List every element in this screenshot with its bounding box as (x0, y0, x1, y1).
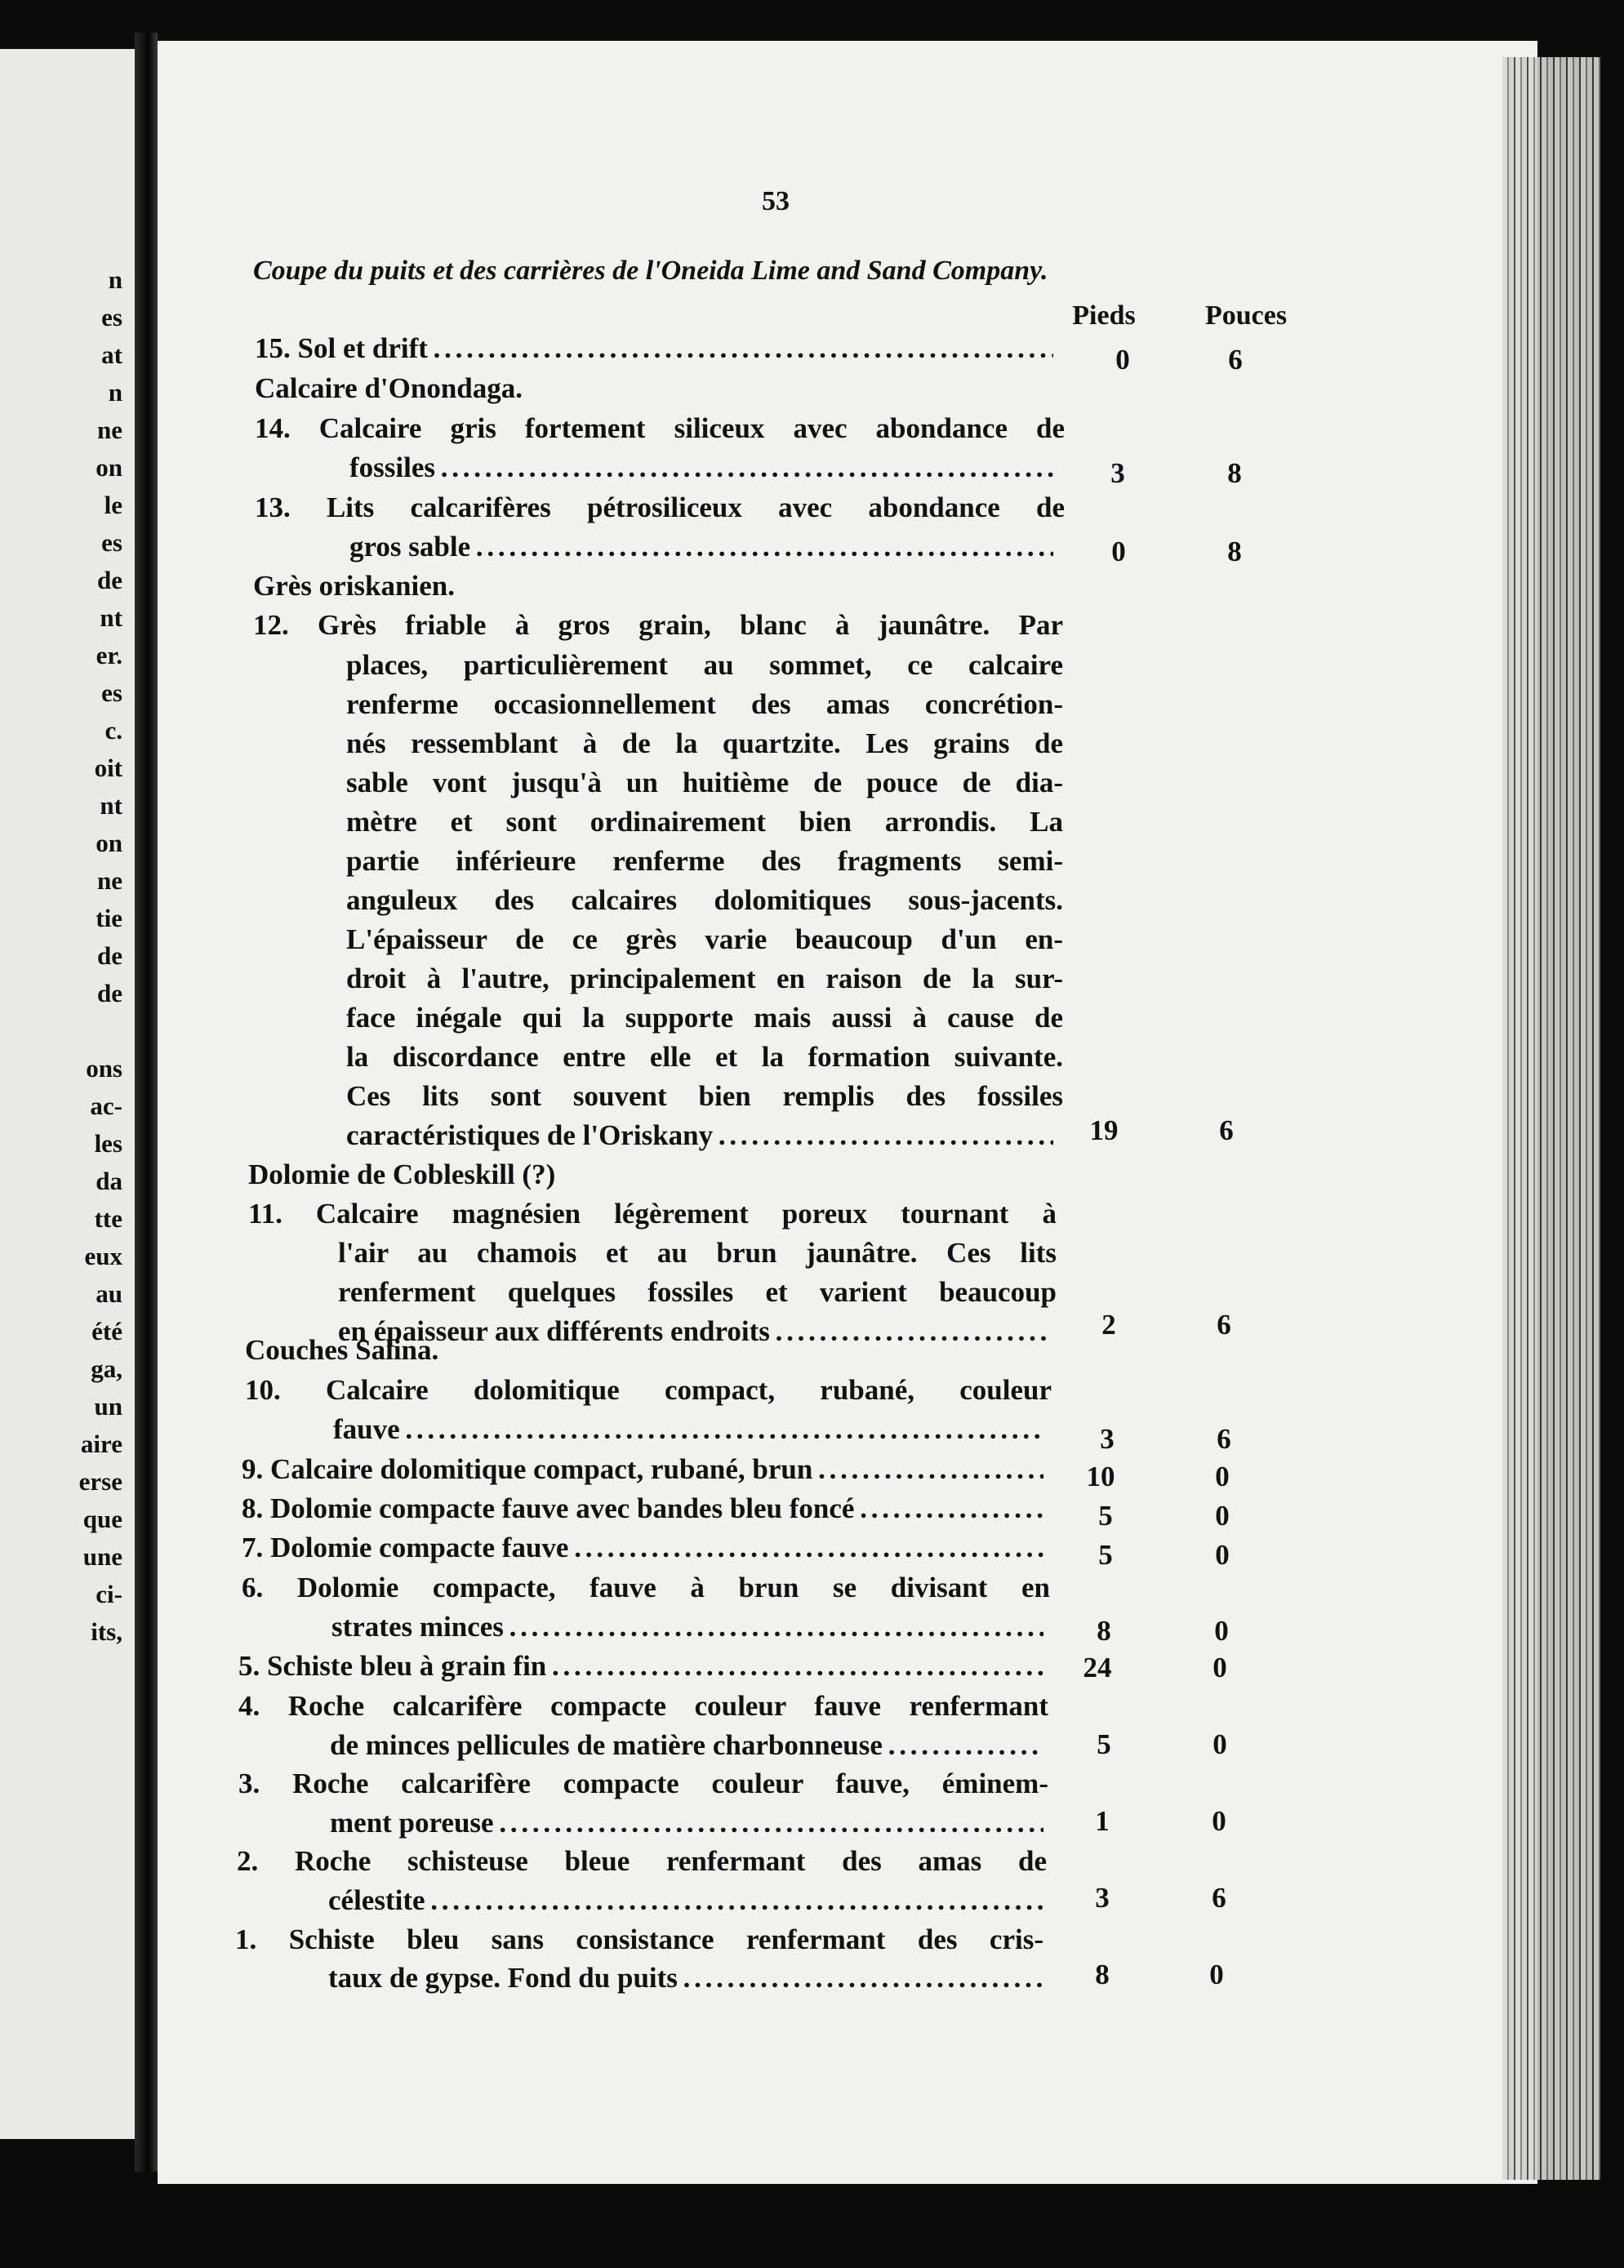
left-page-fragment: ci- (96, 1580, 122, 1608)
value-pieds: 19 (1089, 1114, 1119, 1146)
entry-line: 10. Calcaire dolomitique compact, rubané, couleur (245, 1374, 1052, 1406)
value-pouces: 0 (1212, 1805, 1226, 1837)
entry-line: mètre et sont ordinairement bien arrondis. La (346, 806, 1063, 838)
entry-line: 9. Calcaire dolomitique compact, rubané, brun . . . (242, 1451, 1043, 1488)
formation-heading: Couches Salina. (245, 1334, 439, 1366)
value-pouces: 6 (1217, 1423, 1231, 1455)
value-pouces: 0 (1212, 1652, 1227, 1683)
value-pieds: 10 (1086, 1461, 1115, 1492)
left-page-fragment: at (101, 340, 122, 369)
left-page-fragment: tte (94, 1204, 122, 1233)
left-page-fragment: de (97, 566, 122, 594)
left-page-fragment: au (96, 1279, 122, 1308)
left-page-fragment: été (91, 1317, 122, 1345)
entry-line: nés ressemblant à de la quartzite. Les grains de (346, 727, 1063, 759)
entry-line: 11. Calcaire magnésien légèrement poreux tournant à (248, 1198, 1057, 1230)
left-page-fragment: ga, (91, 1354, 122, 1383)
value-pouces: 0 (1215, 1539, 1230, 1571)
value-pieds: 2 (1101, 1309, 1116, 1341)
left-page-fragment: nt (100, 791, 122, 820)
entry-line: en épaisseur aux différents endroits . . . (338, 1313, 1047, 1350)
value-pouces: 0 (1214, 1615, 1229, 1647)
left-page-fragment: es (101, 528, 122, 557)
left-page-fragment: on (96, 453, 122, 482)
page-edges (1502, 57, 1600, 2180)
section-title: Coupe du puits et des carrières de l'Oneida Lime and Sand Company. (253, 256, 1048, 286)
entry-line: fauve . . . (333, 1411, 1043, 1448)
column-header-pieds: Pieds (1072, 300, 1136, 331)
left-page-fragment (0, 1012, 122, 1050)
entry-line: célestite . . . (328, 1882, 1043, 1919)
entry-line: de minces pellicules de matière charbonneuse . . . (330, 1727, 1043, 1764)
entry-line: 7. Dolomie compacte fauve . . . (242, 1529, 1043, 1567)
entry-line: sable vont jusqu'à un huitième de pouce de dia- (346, 767, 1063, 798)
book-gutter (135, 33, 158, 2172)
entry-line: 1. Schiste bleu sans consistance renfermant des cris- (235, 1923, 1043, 1955)
value-pouces: 6 (1219, 1114, 1234, 1146)
left-page-fragment: ne (97, 416, 122, 444)
column-header-pouces: Pouces (1204, 300, 1288, 331)
left-page-fragment: er. (96, 641, 122, 669)
entry-line: la discordance entre elle et la formation suivante. (346, 1041, 1063, 1073)
entry-line: 2. Roche schisteuse bleue renfermant des amas de (237, 1845, 1047, 1877)
entry-line: 3. Roche calcarifère compacte couleur fauve, éminem- (238, 1768, 1048, 1799)
entry-line: strates minces . . . (331, 1608, 1043, 1646)
value-pouces: 8 (1227, 457, 1242, 489)
entry-line: droit à l'autre, principalement en raison de la sur- (346, 963, 1063, 994)
left-page-fragment: que (82, 1505, 122, 1533)
left-page-fragment: n (108, 265, 122, 294)
value-pieds: 8 (1097, 1615, 1111, 1647)
value-pieds: 8 (1095, 1959, 1110, 1990)
entry-line: places, particulièrement au sommet, ce calcaire (346, 649, 1063, 681)
entry-line: 14. Calcaire gris fortement siliceux avec abondance de (255, 412, 1065, 444)
value-pieds: 0 (1115, 344, 1130, 376)
left-page-fragment: un (94, 1392, 122, 1421)
left-page-fragment: ne (97, 866, 122, 895)
left-page-fragment: da (96, 1167, 122, 1195)
value-pieds: 5 (1098, 1500, 1113, 1532)
value-pouces: 0 (1215, 1461, 1230, 1492)
left-page-fragment: on (96, 829, 122, 857)
value-pouces: 0 (1209, 1959, 1224, 1990)
entry-line: 4. Roche calcarifère compacte couleur fauve renfermant (238, 1690, 1048, 1722)
left-page-fragment: c. (105, 716, 122, 745)
value-pieds: 3 (1100, 1423, 1115, 1455)
left-page-fragment: une (82, 1542, 122, 1571)
left-page-fragment: tie (96, 904, 122, 932)
entry-line: 6. Dolomie compacte, fauve à brun se divisant en (242, 1572, 1050, 1603)
entry-line: 15. Sol et drift . . . (255, 330, 1053, 367)
entry-line: partie inférieure renferme des fragments semi- (346, 845, 1063, 877)
entry-line: anguleux des calcaires dolomitiques sous-jacents. (346, 884, 1063, 916)
entry-line: Ces lits sont souvent bien remplis des fossiles (346, 1080, 1063, 1112)
value-pieds: 0 (1111, 536, 1126, 567)
entry-line: 8. Dolomie compacte fauve avec bandes bleu foncé . . . (242, 1490, 1043, 1528)
entry-line: L'épaisseur de ce grès varie beaucoup d'un en- (346, 923, 1063, 955)
entry-line: renferme occasionnellement des amas concrétion- (346, 688, 1063, 720)
left-page-text (0, 261, 122, 1651)
left-page-fragment: ons (86, 1054, 122, 1083)
value-pieds: 5 (1097, 1728, 1111, 1760)
entry-line: 5. Schiste bleu à grain fin . . . (238, 1648, 1043, 1685)
entry-line: renferment quelques fossiles et varient beaucoup (338, 1276, 1057, 1308)
left-page-fragment: de (97, 979, 122, 1007)
formation-heading: Grès oriskanien. (253, 570, 455, 602)
left-page-fragment: es (101, 678, 122, 707)
page-number: 53 (762, 186, 790, 216)
value-pieds: 24 (1083, 1652, 1112, 1683)
left-page-fragment: n (108, 378, 122, 407)
value-pieds: 3 (1095, 1882, 1110, 1914)
entry-line: l'air au chamois et au brun jaunâtre. Ces lits (338, 1237, 1057, 1269)
formation-heading: Dolomie de Cobleskill (?) (248, 1158, 556, 1190)
left-page-fragment: eux (84, 1242, 122, 1270)
value-pouces: 0 (1212, 1728, 1227, 1760)
entry-line: ment poreuse . . . (330, 1804, 1043, 1842)
entry-line: 13. Lits calcarifères pétrosiliceux avec abondance de (255, 491, 1065, 523)
value-pieds: 5 (1098, 1539, 1113, 1571)
left-page-fragment: nt (100, 603, 122, 632)
entry-line: 12. Grès friable à gros grain, blanc à jaunâtre. Par (253, 609, 1063, 641)
left-page-fragment: les (94, 1129, 122, 1158)
formation-heading: Calcaire d'Onondaga. (255, 372, 523, 404)
left-page-fragment: aire (80, 1430, 122, 1458)
entry-line: face inégale qui la supporte mais aussi à cause de (346, 1002, 1063, 1034)
value-pieds: 3 (1110, 457, 1125, 489)
left-page-fragment: ac- (90, 1092, 122, 1120)
entry-line: fossiles . . . (349, 449, 1053, 487)
left-page-fragment: oit (94, 754, 122, 782)
left-page-fragment: le (104, 491, 122, 519)
entry-line: taux de gypse. Fond du puits . . . (328, 1959, 1043, 1997)
value-pouces: 8 (1227, 536, 1242, 567)
value-pouces: 6 (1212, 1882, 1226, 1914)
value-pouces: 6 (1217, 1309, 1231, 1341)
entry-line: caractéristiques de l'Oriskany . . . (346, 1117, 1053, 1154)
left-page-fragment: es (101, 303, 122, 331)
value-pouces: 0 (1215, 1500, 1230, 1532)
entry-line: gros sable . . . (349, 528, 1053, 566)
value-pouces: 6 (1228, 344, 1243, 376)
left-page-fragment: de (97, 941, 122, 970)
left-page-fragment: its, (91, 1617, 122, 1646)
left-page-fragment: erse (78, 1467, 122, 1496)
value-pieds: 1 (1095, 1805, 1110, 1837)
